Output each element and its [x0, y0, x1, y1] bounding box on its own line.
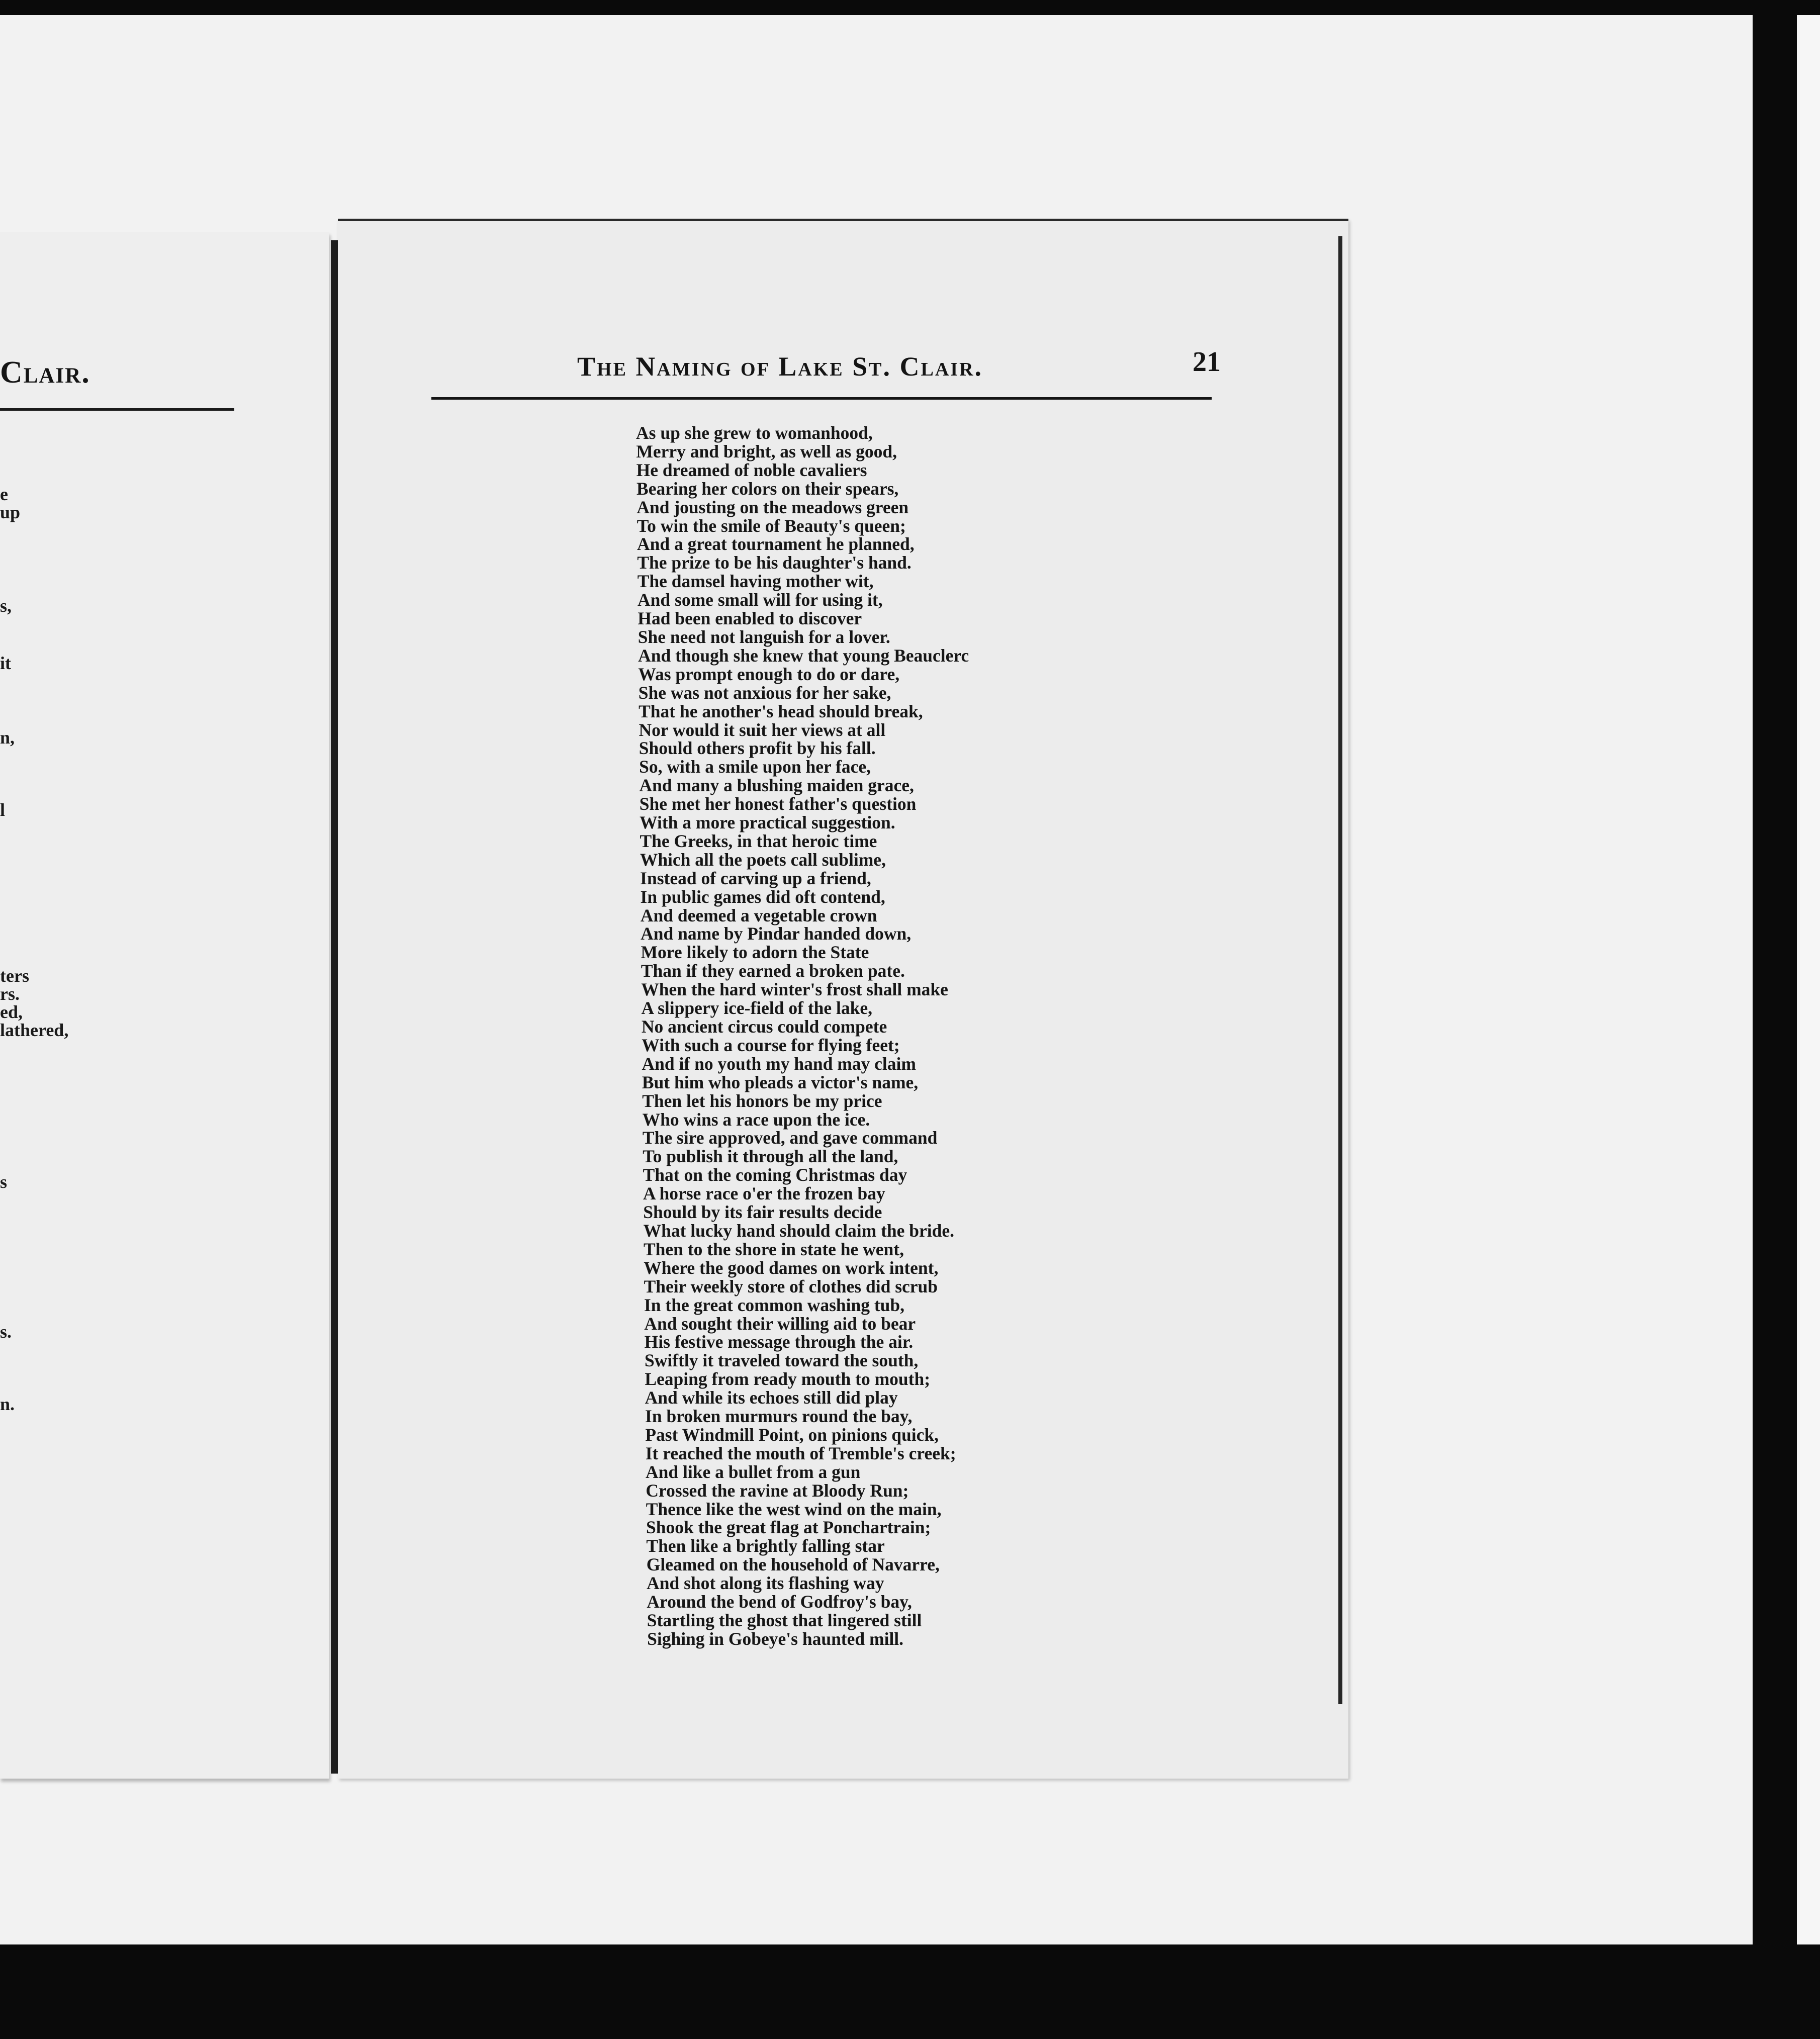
- poem-line: Shook the great flag at Ponchartrain;: [646, 1517, 931, 1538]
- poem-line: In the great common washing tub,: [644, 1294, 905, 1315]
- poem-line: And jousting on the meadows green: [636, 497, 909, 517]
- scan-bottom-border: [0, 1944, 1820, 2039]
- poem-line: To publish it through all the land,: [643, 1146, 898, 1167]
- left-fragment: n,: [0, 727, 15, 748]
- poem-line: And name by Pindar handed down,: [641, 923, 912, 944]
- poem-line: The Greeks, in that heroic time: [640, 830, 877, 851]
- poem-line: She met her honest father's question: [639, 794, 917, 814]
- poem-line: And while its echoes still did play: [645, 1387, 898, 1408]
- poem-line: Thence like the west wind on the main,: [646, 1499, 942, 1519]
- poem-line: Past Windmill Point, on pinions quick,: [645, 1424, 939, 1445]
- poem-line: Who wins a race upon the ice.: [642, 1109, 870, 1130]
- left-fragment: ters: [0, 966, 29, 986]
- poem-line: Then like a brightly falling star: [646, 1536, 885, 1556]
- poem-line: Startling the ghost that lingered still: [647, 1610, 922, 1630]
- poem-line: Sighing in Gobeye's haunted mill.: [647, 1628, 904, 1649]
- header-rule: [431, 397, 1212, 400]
- poem-line: Merry and bright, as well as good,: [636, 441, 897, 461]
- poem-line: Gleamed on the household of Navarre,: [646, 1554, 940, 1575]
- page-number: 21: [1193, 346, 1221, 378]
- poem-line: Then let his honors be my price: [642, 1090, 882, 1111]
- scan-right-border: [1753, 15, 1797, 1944]
- right-page-edge: [1338, 236, 1342, 1704]
- left-fragment: s: [0, 1172, 8, 1192]
- poem-line: And sought their willing aid to bear: [644, 1313, 916, 1334]
- poem-line: And shot along its flashing way: [647, 1573, 884, 1594]
- poem-line: What lucky hand should claim the bride.: [643, 1220, 955, 1241]
- poem-line: Nor would it suit her views at all: [639, 719, 886, 740]
- poem-line: The sire approved, and gave command: [642, 1128, 938, 1148]
- page-gutter: [331, 240, 338, 1774]
- poem-line: Around the bend of Godfroy's bay,: [647, 1592, 912, 1612]
- poem-line: But him who pleads a victor's name,: [642, 1072, 919, 1092]
- poem-line: She was not anxious for her sake,: [638, 682, 891, 703]
- poem-line: Instead of carving up a friend,: [640, 868, 871, 888]
- running-head: The Naming of Lake St. Clair.: [577, 351, 983, 382]
- poem-line: And many a blushing maiden grace,: [639, 775, 914, 796]
- poem-line: With such a course for flying feet;: [642, 1035, 900, 1055]
- poem-line: Should by its fair results decide: [643, 1202, 882, 1223]
- poem-line: Than if they earned a broken pate.: [641, 961, 905, 981]
- left-fragment: l: [0, 800, 6, 820]
- poem-line: And a great tournament he planned,: [637, 534, 915, 554]
- left-fragment: s.: [0, 1322, 12, 1342]
- poem-text: [636, 424, 1078, 1648]
- scan-right-margin: [1797, 15, 1820, 1944]
- poem-line: To win the smile of Beauty's queen;: [636, 515, 906, 536]
- poem-line: He dreamed of noble cavaliers: [636, 459, 867, 480]
- poem-line: With a more practical suggestion.: [640, 812, 895, 833]
- scan-top-border: [0, 0, 1820, 15]
- left-fragment: up: [0, 502, 21, 522]
- poem-line: Which all the poets call sublime,: [640, 849, 886, 870]
- left-fragment: s,: [0, 596, 12, 616]
- poem-line: A slippery ice-field of the lake,: [641, 998, 873, 1018]
- left-fragment: ed,: [0, 1002, 23, 1022]
- poem-line: Their weekly store of clothes did scrub: [644, 1276, 938, 1296]
- poem-line: Swiftly it traveled toward the south,: [645, 1350, 919, 1371]
- poem-line: Bearing her colors on their spears,: [636, 478, 899, 499]
- poem-line: Had been enabled to discover: [638, 608, 862, 629]
- poem-line: When the hard winter's frost shall make: [641, 979, 948, 1000]
- poem-line: And if no youth my hand may claim: [642, 1053, 916, 1074]
- poem-line: It reached the mouth of Tremble's creek;: [645, 1443, 956, 1463]
- left-fragment: it: [0, 653, 11, 673]
- poem-line: Crossed the ravine at Bloody Run;: [646, 1480, 909, 1501]
- left-page-running-head: Clair.: [0, 355, 90, 390]
- poem-line: And though she knew that young Beauclerc: [638, 645, 969, 666]
- poem-line: In public games did oft contend,: [640, 886, 885, 907]
- left-page: [0, 232, 329, 1779]
- poem-line: And deemed a vegetable crown: [640, 905, 877, 925]
- left-fragment: lathered,: [0, 1020, 69, 1040]
- poem-line: That he another's head should break,: [639, 701, 923, 721]
- poem-line: Leaping from ready mouth to mouth;: [645, 1369, 931, 1389]
- poem-line: More likely to adorn the State: [641, 942, 869, 963]
- poem-line: Should others profit by his fall.: [639, 738, 876, 759]
- left-fragment: e: [0, 484, 8, 504]
- poem-line: Where the good dames on work intent,: [644, 1257, 939, 1278]
- poem-line: A horse race o'er the frozen bay: [643, 1183, 885, 1204]
- left-fragment: n.: [0, 1394, 15, 1414]
- poem-line: No ancient circus could compete: [641, 1016, 887, 1037]
- poem-line: As up she grew to womanhood,: [636, 423, 873, 443]
- left-page-rule: [0, 408, 234, 411]
- left-fragment: rs.: [0, 984, 20, 1004]
- poem-line: And some small will for using it,: [638, 590, 883, 610]
- poem-line: His festive message through the air.: [644, 1332, 914, 1352]
- poem-line: So, with a smile upon her face,: [639, 757, 871, 777]
- poem-line: And like a bullet from a gun: [646, 1461, 861, 1482]
- poem-line: The prize to be his daughter's hand.: [637, 552, 912, 573]
- poem-line: Was prompt enough to do or dare,: [638, 664, 900, 684]
- poem-line: Then to the shore in state he went,: [643, 1239, 904, 1259]
- poem-line: In broken murmurs round the bay,: [645, 1406, 913, 1427]
- poem-line: That on the coming Christmas day: [643, 1165, 907, 1185]
- poem-line: The damsel having mother wit,: [637, 571, 874, 592]
- poem-line: She need not languish for a lover.: [638, 626, 890, 647]
